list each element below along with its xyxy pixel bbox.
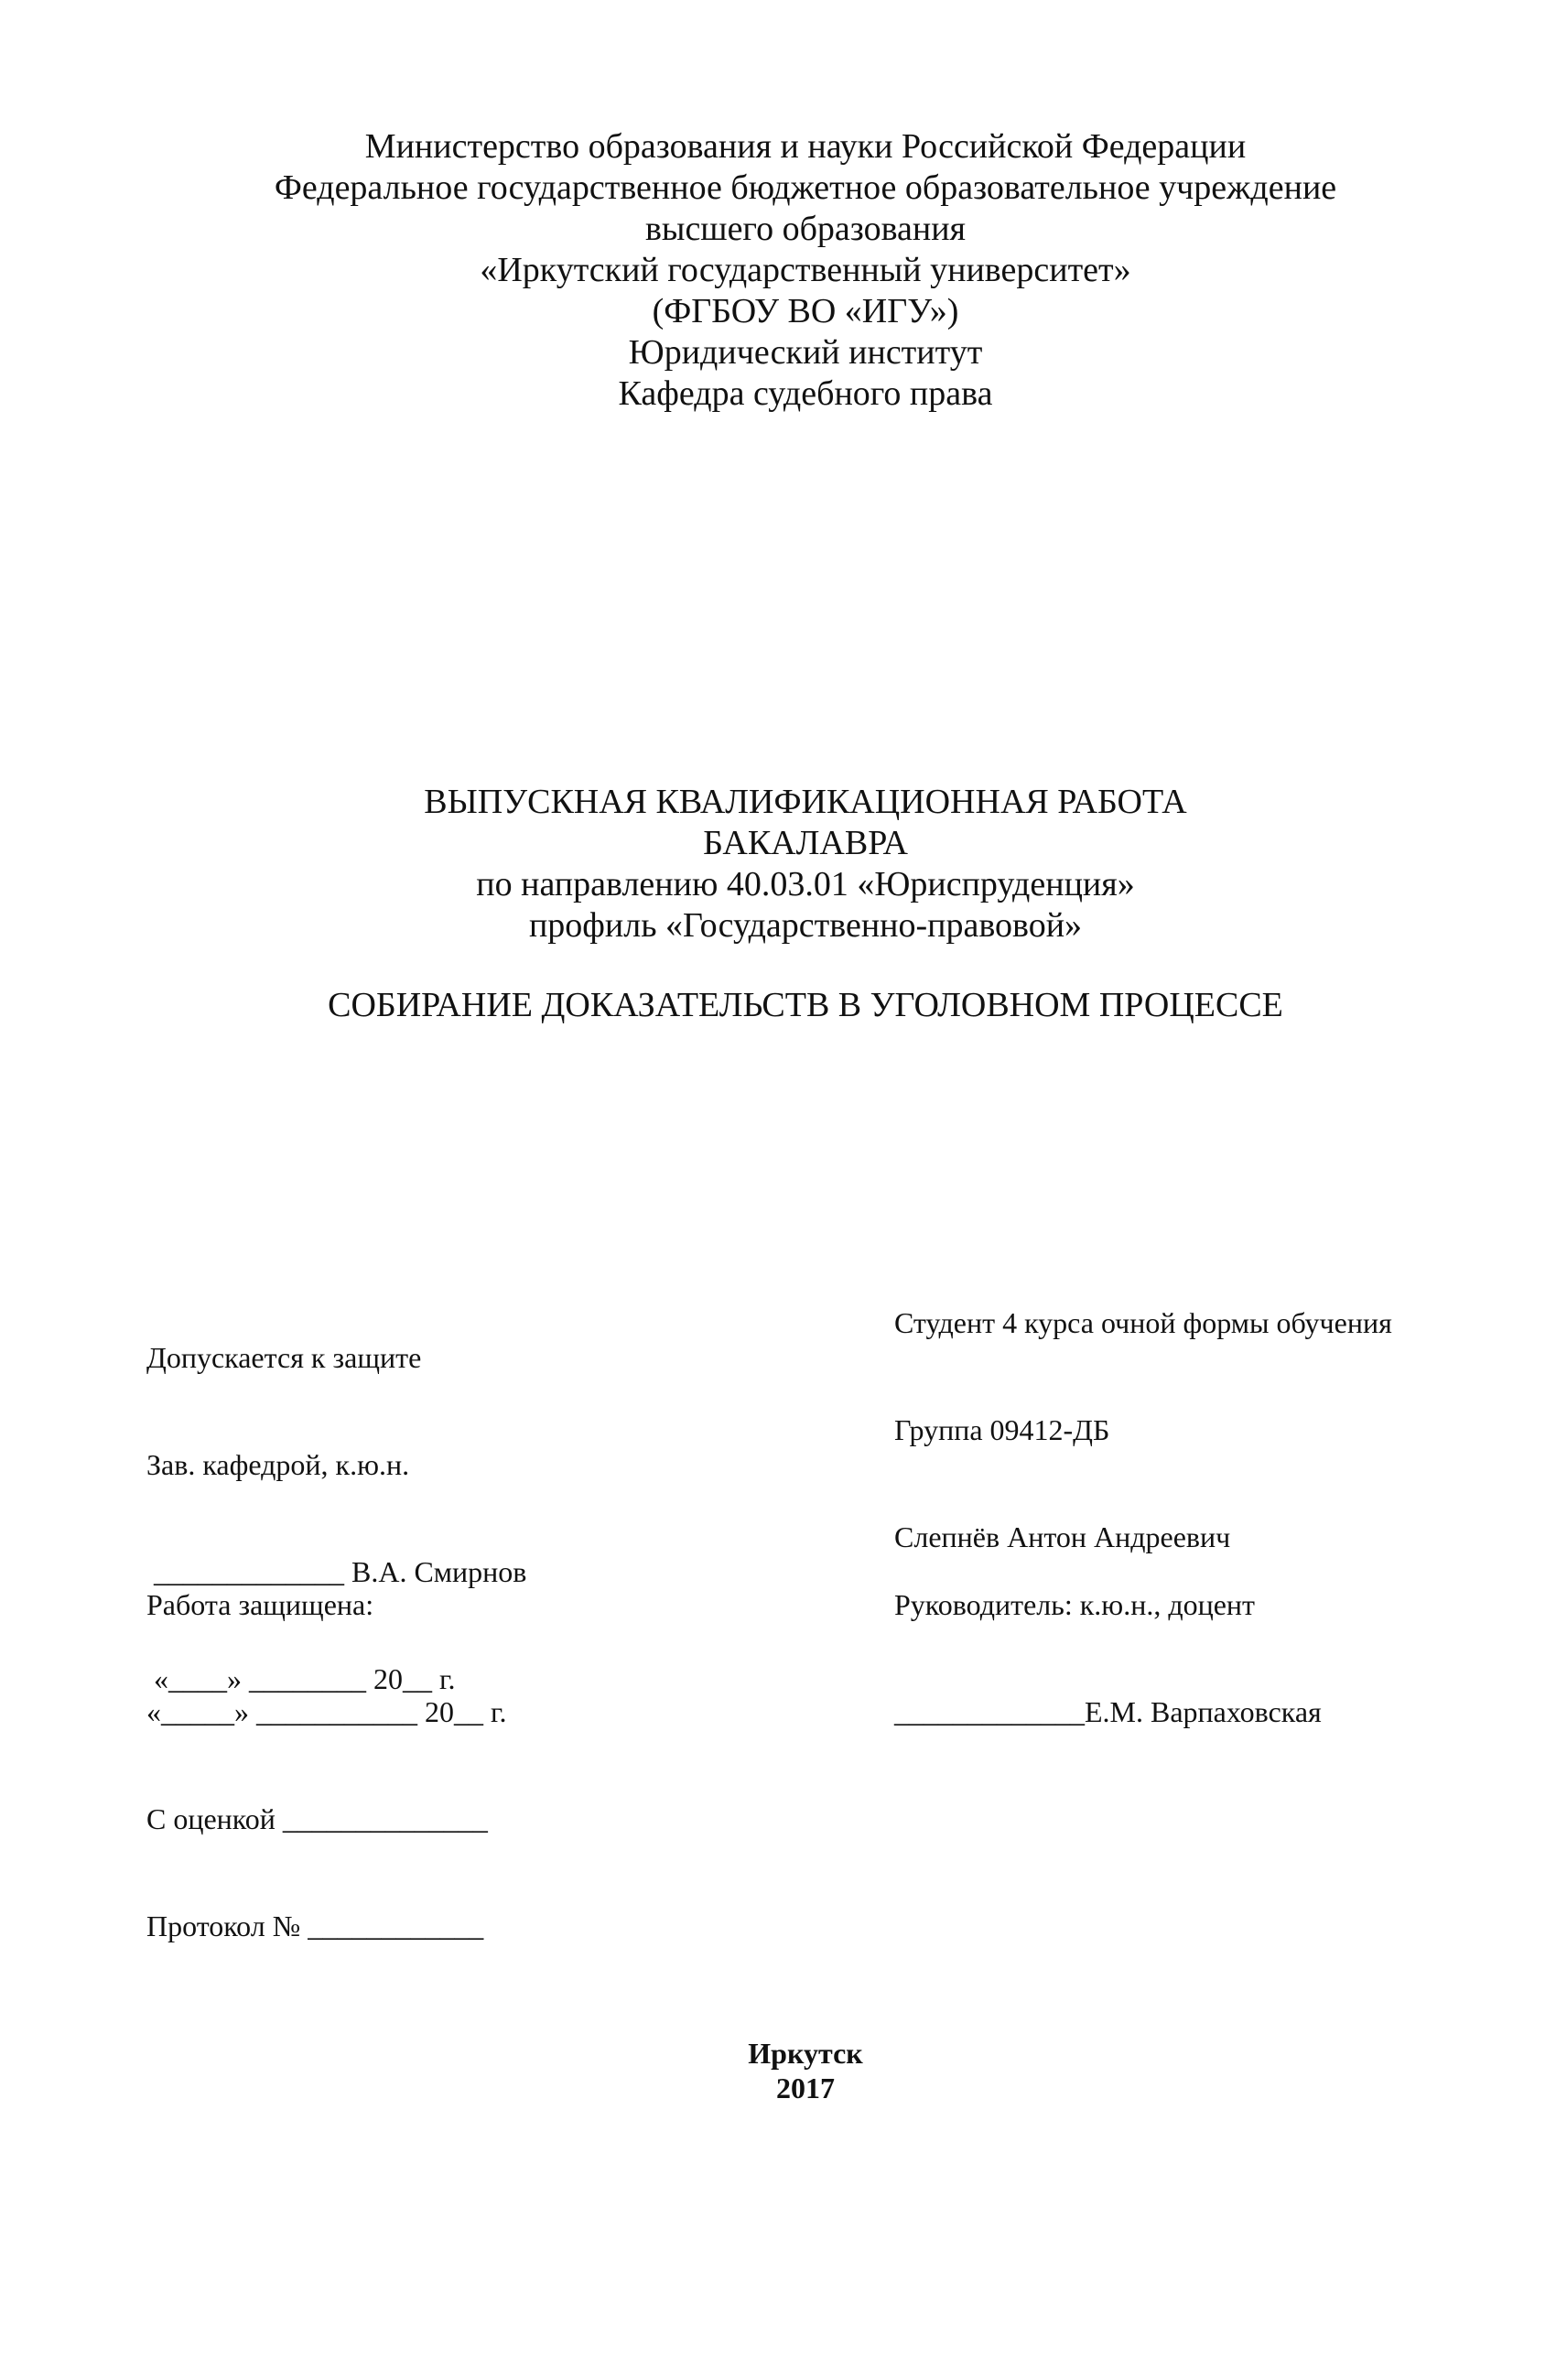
profile-line: профиль «Государственно-правовой» — [528, 906, 1083, 945]
year: 2017 — [776, 2072, 835, 2104]
supervisor-block — [894, 1516, 1322, 1801]
university-abbreviation-line: (ФГБОУ ВО «ИГУ») — [652, 292, 959, 330]
university-name-line: «Иркутский государственный университет» — [480, 251, 1131, 289]
institution-type-line: Федеральное государственное бюджетное образовательное учреждение — [274, 168, 1337, 207]
admission-date-line: «____» ________ 20__ г. — [146, 1662, 456, 1695]
department-head-signature-line: _____________ В.А. Смирнов — [146, 1555, 527, 1588]
supervisor-title-line: Руководитель: к.ю.н., доцент — [894, 1588, 1256, 1621]
institute-line: Юридический институт — [628, 333, 983, 372]
city: Иркутск — [748, 2037, 863, 2070]
supervisor-signature-line: _____________Е.М. Варпаховская — [894, 1695, 1322, 1728]
thesis-topic: СОБИРАНИЕ ДОКАЗАТЕЛЬСТВ В УГОЛОВНОМ ПРОЦЕССЕ — [328, 986, 1283, 1024]
work-title-block — [0, 782, 1556, 1026]
student-name-line: Слепнёв Антон Андреевич — [894, 1520, 1231, 1553]
protocol-line: Протокол № ____________ — [146, 1909, 484, 1942]
institution-header — [0, 126, 1556, 415]
department-line: Кафедра судебного права — [618, 374, 993, 413]
work-type-line: ВЫПУСКНАЯ КВАЛИФИКАЦИОННАЯ РАБОТА — [424, 783, 1187, 821]
ministry-line: Министерство образования и науки Российской Федерации — [364, 127, 1247, 166]
student-group-line: Группа 09412-ДБ — [894, 1413, 1110, 1446]
admission-label: Допускается к защите — [146, 1341, 422, 1374]
defense-label: Работа защищена: — [146, 1588, 374, 1621]
student-course-line: Студент 4 курса очной формы обучения — [894, 1306, 1392, 1339]
department-head-line: Зав. кафедрой, к.ю.н. — [146, 1448, 410, 1481]
place-and-year — [0, 2036, 1556, 2105]
grade-line: С оценкой ______________ — [146, 1802, 488, 1835]
defense-date-line: «_____» ___________ 20__ г. — [146, 1695, 507, 1728]
field-of-study-line: по направлению 40.03.01 «Юриспруденция» — [476, 865, 1135, 903]
degree-line: БАКАЛАВРА — [703, 824, 908, 862]
education-level-line: высшего образования — [644, 210, 967, 248]
defense-block — [146, 1516, 507, 2016]
